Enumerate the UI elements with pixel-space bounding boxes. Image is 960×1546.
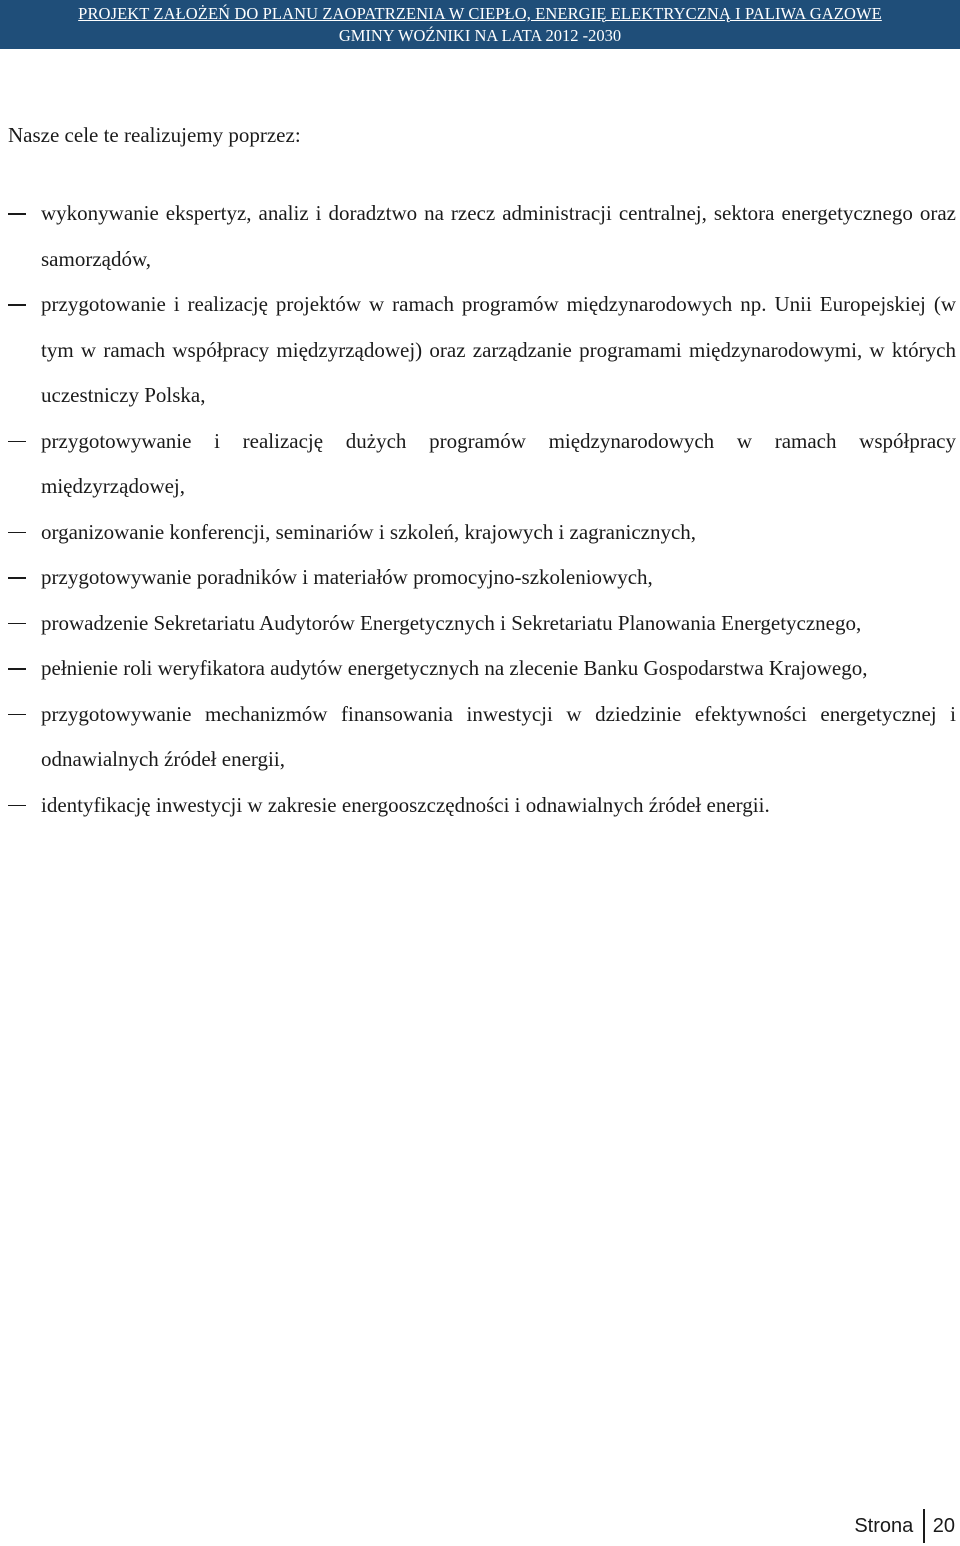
dash-bullet-icon — [8, 714, 26, 716]
page-number: 20 — [932, 1515, 955, 1537]
dash-bullet-icon — [8, 441, 26, 443]
list-item-text: prowadzenie Sekretariatu Audytorów Energetycznych i Sekretariatu Planowania Energetycznego, — [41, 610, 862, 635]
list-item-text: organizowanie konferencji, seminariów i szkoleń, krajowych i zagranicznych, — [41, 519, 697, 544]
intro-paragraph: Nasze cele te realizujemy poprzez: — [8, 123, 301, 147]
list-item-text: przygotowanie i realizację projektów w ramach programów międzynarodowych np. Unii Europejskiej (w tym w ramach współpracy międzyrządowej) oraz zarządzanie programami międzynarodowymi, w których uczestniczy Polska, — [41, 292, 956, 407]
dash-bullet-icon — [8, 623, 26, 625]
list-item-text: pełnienie roli weryfikatora audytów energetycznych na zlecenie Banku Gospodarstwa Krajowego, — [41, 656, 868, 680]
page-header — [0, 0, 960, 49]
dash-bullet-icon — [8, 805, 26, 807]
list-item-text: wykonywanie ekspertyz, analiz i doradztwo na rzecz administracji centralnej, sektora energetycznego oraz samorządów, — [41, 201, 956, 271]
header-title-line2: GMINY WOŹNIKI NA LATA 2012 -2030 — [338, 26, 622, 45]
dash-bullet-icon — [8, 213, 26, 215]
page-label: Strona — [854, 1515, 914, 1537]
header-title-line1: PROJEKT ZAŁOŻEŃ DO PLANU ZAOPATRZENIA W CIEPŁO, ENERGIĘ ELEKTRYCZNĄ I PALIWA GAZOWE — [78, 4, 882, 23]
page-footer — [854, 1506, 960, 1546]
goals-list — [0, 191, 960, 828]
dash-bullet-icon — [8, 532, 26, 534]
list-item — [0, 646, 960, 692]
list-item — [0, 510, 960, 556]
list-item-text: identyfikację inwestycji w zakresie energooszczędności i odnawialnych źródeł energii. — [41, 792, 770, 817]
list-item — [0, 783, 960, 829]
list-item — [0, 555, 960, 601]
list-item — [0, 191, 960, 282]
dash-bullet-icon — [8, 304, 26, 306]
list-item — [0, 601, 960, 647]
list-item — [0, 282, 960, 419]
list-item-text: przygotowywanie i realizację dużych programów międzynarodowych w ramach współpracy międzyrządowej, — [41, 428, 956, 498]
dash-bullet-icon — [8, 577, 26, 579]
list-item — [0, 692, 960, 783]
list-item-text: przygotowywanie poradników i materiałów promocyjno-szkoleniowych, — [41, 565, 653, 589]
list-item — [0, 419, 960, 510]
dash-bullet-icon — [8, 668, 26, 670]
list-item-text: przygotowywanie mechanizmów finansowania inwestycji w dziedzinie efektywności energetycznej i odnawialnych źródeł energii, — [41, 701, 956, 771]
